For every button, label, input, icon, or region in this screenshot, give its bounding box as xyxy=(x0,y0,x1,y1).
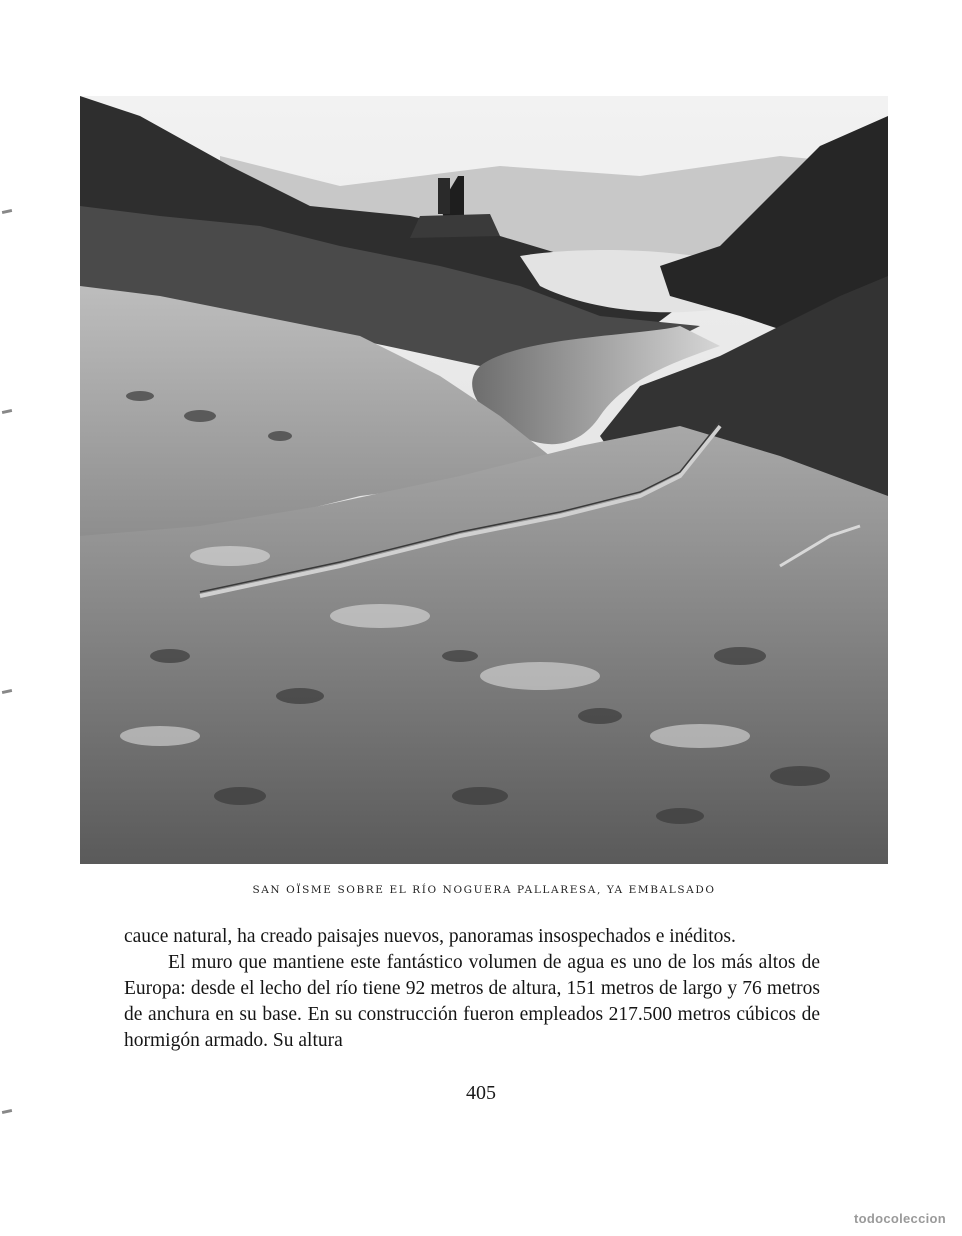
landscape-photo-illustration xyxy=(80,96,888,864)
photo-caption: SAN OÏSME SOBRE EL RÍO NOGUERA PALLARESA, YA EMBALSADO xyxy=(252,884,716,896)
scan-mark xyxy=(2,409,12,414)
scan-mark xyxy=(2,689,12,694)
scan-mark xyxy=(2,209,12,214)
watermark: todocoleccion xyxy=(853,1211,946,1226)
page-number: 405 xyxy=(466,1082,496,1104)
paragraph: El muro que mantiene este fantástico volumen de agua es uno de los más altos de Europa: desde el lecho del río tiene 92 metros de altura, 151 metros de largo y 76 metros de anchura en su base. En su construcción fueron empleados 217.500 metros cúbicos de hormigón armado. Su altura xyxy=(124,952,820,1051)
paragraph: cauce natural, ha creado paisajes nuevos, panoramas insospechados e inéditos. xyxy=(124,926,736,947)
landscape-photo xyxy=(80,96,888,864)
body-text xyxy=(124,924,820,1054)
scan-mark xyxy=(2,1109,12,1114)
